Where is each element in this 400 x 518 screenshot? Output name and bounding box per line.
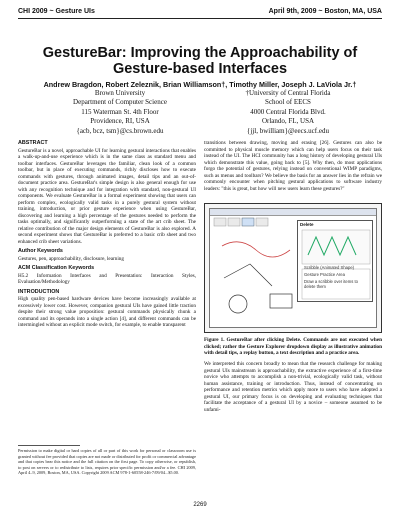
author-list: Andrew Bragdon, Robert Zeleznik, Brian Williamson†, Timothy Miller, Joseph J. LaViola Jr.† bbox=[43, 80, 357, 89]
canvas-shape bbox=[270, 294, 292, 308]
introduction-text: High quality pen-based hardware devices have become increasingly available at excessively lower cost. However, companion gestural UIs have gained little traction despite their strong value proposition: gestural commands physically chunk a command and its operands into a single action [4], and different commands can be intermingled without an explicit mode switch, for example, to enable transparent bbox=[18, 296, 196, 328]
permissions-notice: Permission to make digital or hard copies of all or part of this work for personal or classroom use is granted without fee provided that copies are not made or distributed for profit or commercial advantage and that copies bear this notice and the full citation on the first page. To copy otherwise, or republish, to post on servers or to redistribute to lists, requires prior specific permission and/or a fee. CHI 2009, April 4–9, 2009, Boston, MA, USA. Copyright 2009 ACM 978-1-60558-246-7/09/04...$5.00. bbox=[18, 448, 196, 476]
gesture-hint: Draw a scribble over items to delete them bbox=[304, 279, 358, 289]
figure-1-caption bbox=[204, 337, 382, 357]
toolbar-button bbox=[256, 218, 268, 226]
practice-area-label: Gesture Practice Area bbox=[304, 272, 345, 277]
header-left: CHI 2009 ~ Gesture UIs bbox=[18, 8, 95, 15]
aff-line: 115 Waterman St. 4th Floor bbox=[81, 107, 159, 116]
aff-line: {acb, bcz, tsm}@cs.brown.edu bbox=[76, 126, 164, 135]
classification-heading: ACM Classification Keywords bbox=[18, 265, 95, 271]
figure-1-screenshot bbox=[204, 203, 382, 333]
affiliation-brown bbox=[30, 89, 210, 136]
abstract-text: GestureBar is a novel, approachable UI for learning gestural interactions that enables a walk-up-and-use experience which is in the same class as standard menu and toolbar interfaces. GestureBar leverages the familiar, clean look of a common toolbar, but in place of executing commands, richly discloses how to execute commands with gestures, through animated images, detail tips and an out-of-document practice area. GestureBar's simple design is also general enough for use with any recognition technique and for integration with standard, non-gestural UI components. We evaluate GestureBar in a formal experiment showing that users can perform complex, ecologically valid tasks in a purely gestural system without training, introduction, or prior gesture experience when using GestureBar, discovering and learning a high percentage of the gestures needed to perform the tasks optimally, and significantly outperforming a state of the art crib sheet. The relative contribution of the major design elements of GestureBar is also explored. A second experiment shows that GestureBar is preferred to a basic crib sheet and two enhanced crib sheet variations. bbox=[18, 147, 196, 245]
aff-line: Department of Computer Science bbox=[73, 98, 167, 107]
delete-toolbar-button bbox=[242, 218, 254, 226]
stroke-hint: Scribble (Animated Shape) bbox=[304, 265, 355, 270]
paper-title: GestureBar: Improving the Approachability of Gesture-based Interfaces bbox=[42, 45, 358, 77]
gesture-explorer-panel bbox=[297, 220, 373, 302]
toolbar-button bbox=[214, 218, 226, 226]
aff-line: School of EECS bbox=[265, 98, 311, 107]
classification-text: H5.2 Information Interfaces and Presentation: Interaction Styles, Evaluation/Methodology bbox=[18, 272, 196, 285]
gesture-explorer-title: Delete bbox=[300, 222, 314, 227]
aff-line: Brown University bbox=[94, 89, 146, 97]
running-header bbox=[18, 6, 382, 19]
header-right: April 9th, 2009 ~ Boston, MA, USA bbox=[268, 8, 382, 15]
right-column-top bbox=[204, 140, 382, 194]
introduction-heading: INTRODUCTION bbox=[18, 288, 60, 295]
affiliation-ucf bbox=[198, 89, 378, 136]
aff-line: Orlando, FL, USA bbox=[261, 117, 315, 126]
keywords-text: Gestures, pen, approachability, disclosure, learning bbox=[18, 255, 124, 262]
caption-text: Figure 1. GestureBar after clicking Delete. Commands are not executed when clicked; rather the Gesture Explorer dropdown display as illustrative animation with detail tips, a replay button, a text description and a practice area. bbox=[204, 337, 382, 356]
footnote-rule bbox=[18, 445, 80, 446]
toolbar-button bbox=[228, 218, 240, 226]
page-number: 2269 bbox=[193, 502, 207, 508]
aff-line: Providence, RI, USA bbox=[90, 117, 150, 126]
right-column-bottom: We interpreted this concern broadly to mean that the research challenge for making gestural UIs mainstream is approachability, the extractive experience of a first-time novice who attempts to accomplish a non-trivial, ecologically valid task, without human assistance, training or introduction. Thus, instead of concentrating on performance and retention metrics which apply more to users who have adopted a gestural UI, our primary focus is on developing and evaluating techniques that facilitate the acceptance of a gestural UI by a novice – someone assumed to be unfami- bbox=[204, 361, 382, 413]
canvas-stroke bbox=[224, 264, 272, 286]
gesture-animation bbox=[298, 221, 374, 303]
left-column bbox=[18, 140, 196, 330]
canvas-shape bbox=[229, 295, 247, 313]
aff-line: 4000 Central Florida Blvd. bbox=[250, 107, 326, 116]
header-rule bbox=[18, 18, 382, 19]
intro-continued-text: transitions between drawing, moving and erasing [26]. Gestures can also be committed to physical muscle memory which can help users focus on their task instead of the UI. The HCI community has a long history of developing gestural UIs which demonstrate this value, going back to [5]. Why then, do most applications forgo the potential of gestures, relying instead on conventional WIMP paradigms, such as menus and toolbars? We believe the basis for an answer lies in the refrain we commonly encounter when pitching gestural applications to software industry leaders: "this is great, but how will new users learn these gestures?" bbox=[204, 140, 382, 192]
canvas-stroke bbox=[222, 242, 290, 257]
abstract-heading: ABSTRACT bbox=[18, 140, 48, 146]
toolbar bbox=[210, 209, 376, 216]
aff-line: {jjl, bwilliam}@eecs.ucf.edu bbox=[247, 126, 329, 135]
aff-line: †University of Central Florida bbox=[245, 89, 331, 97]
keywords-heading: Author Keywords bbox=[18, 248, 63, 254]
